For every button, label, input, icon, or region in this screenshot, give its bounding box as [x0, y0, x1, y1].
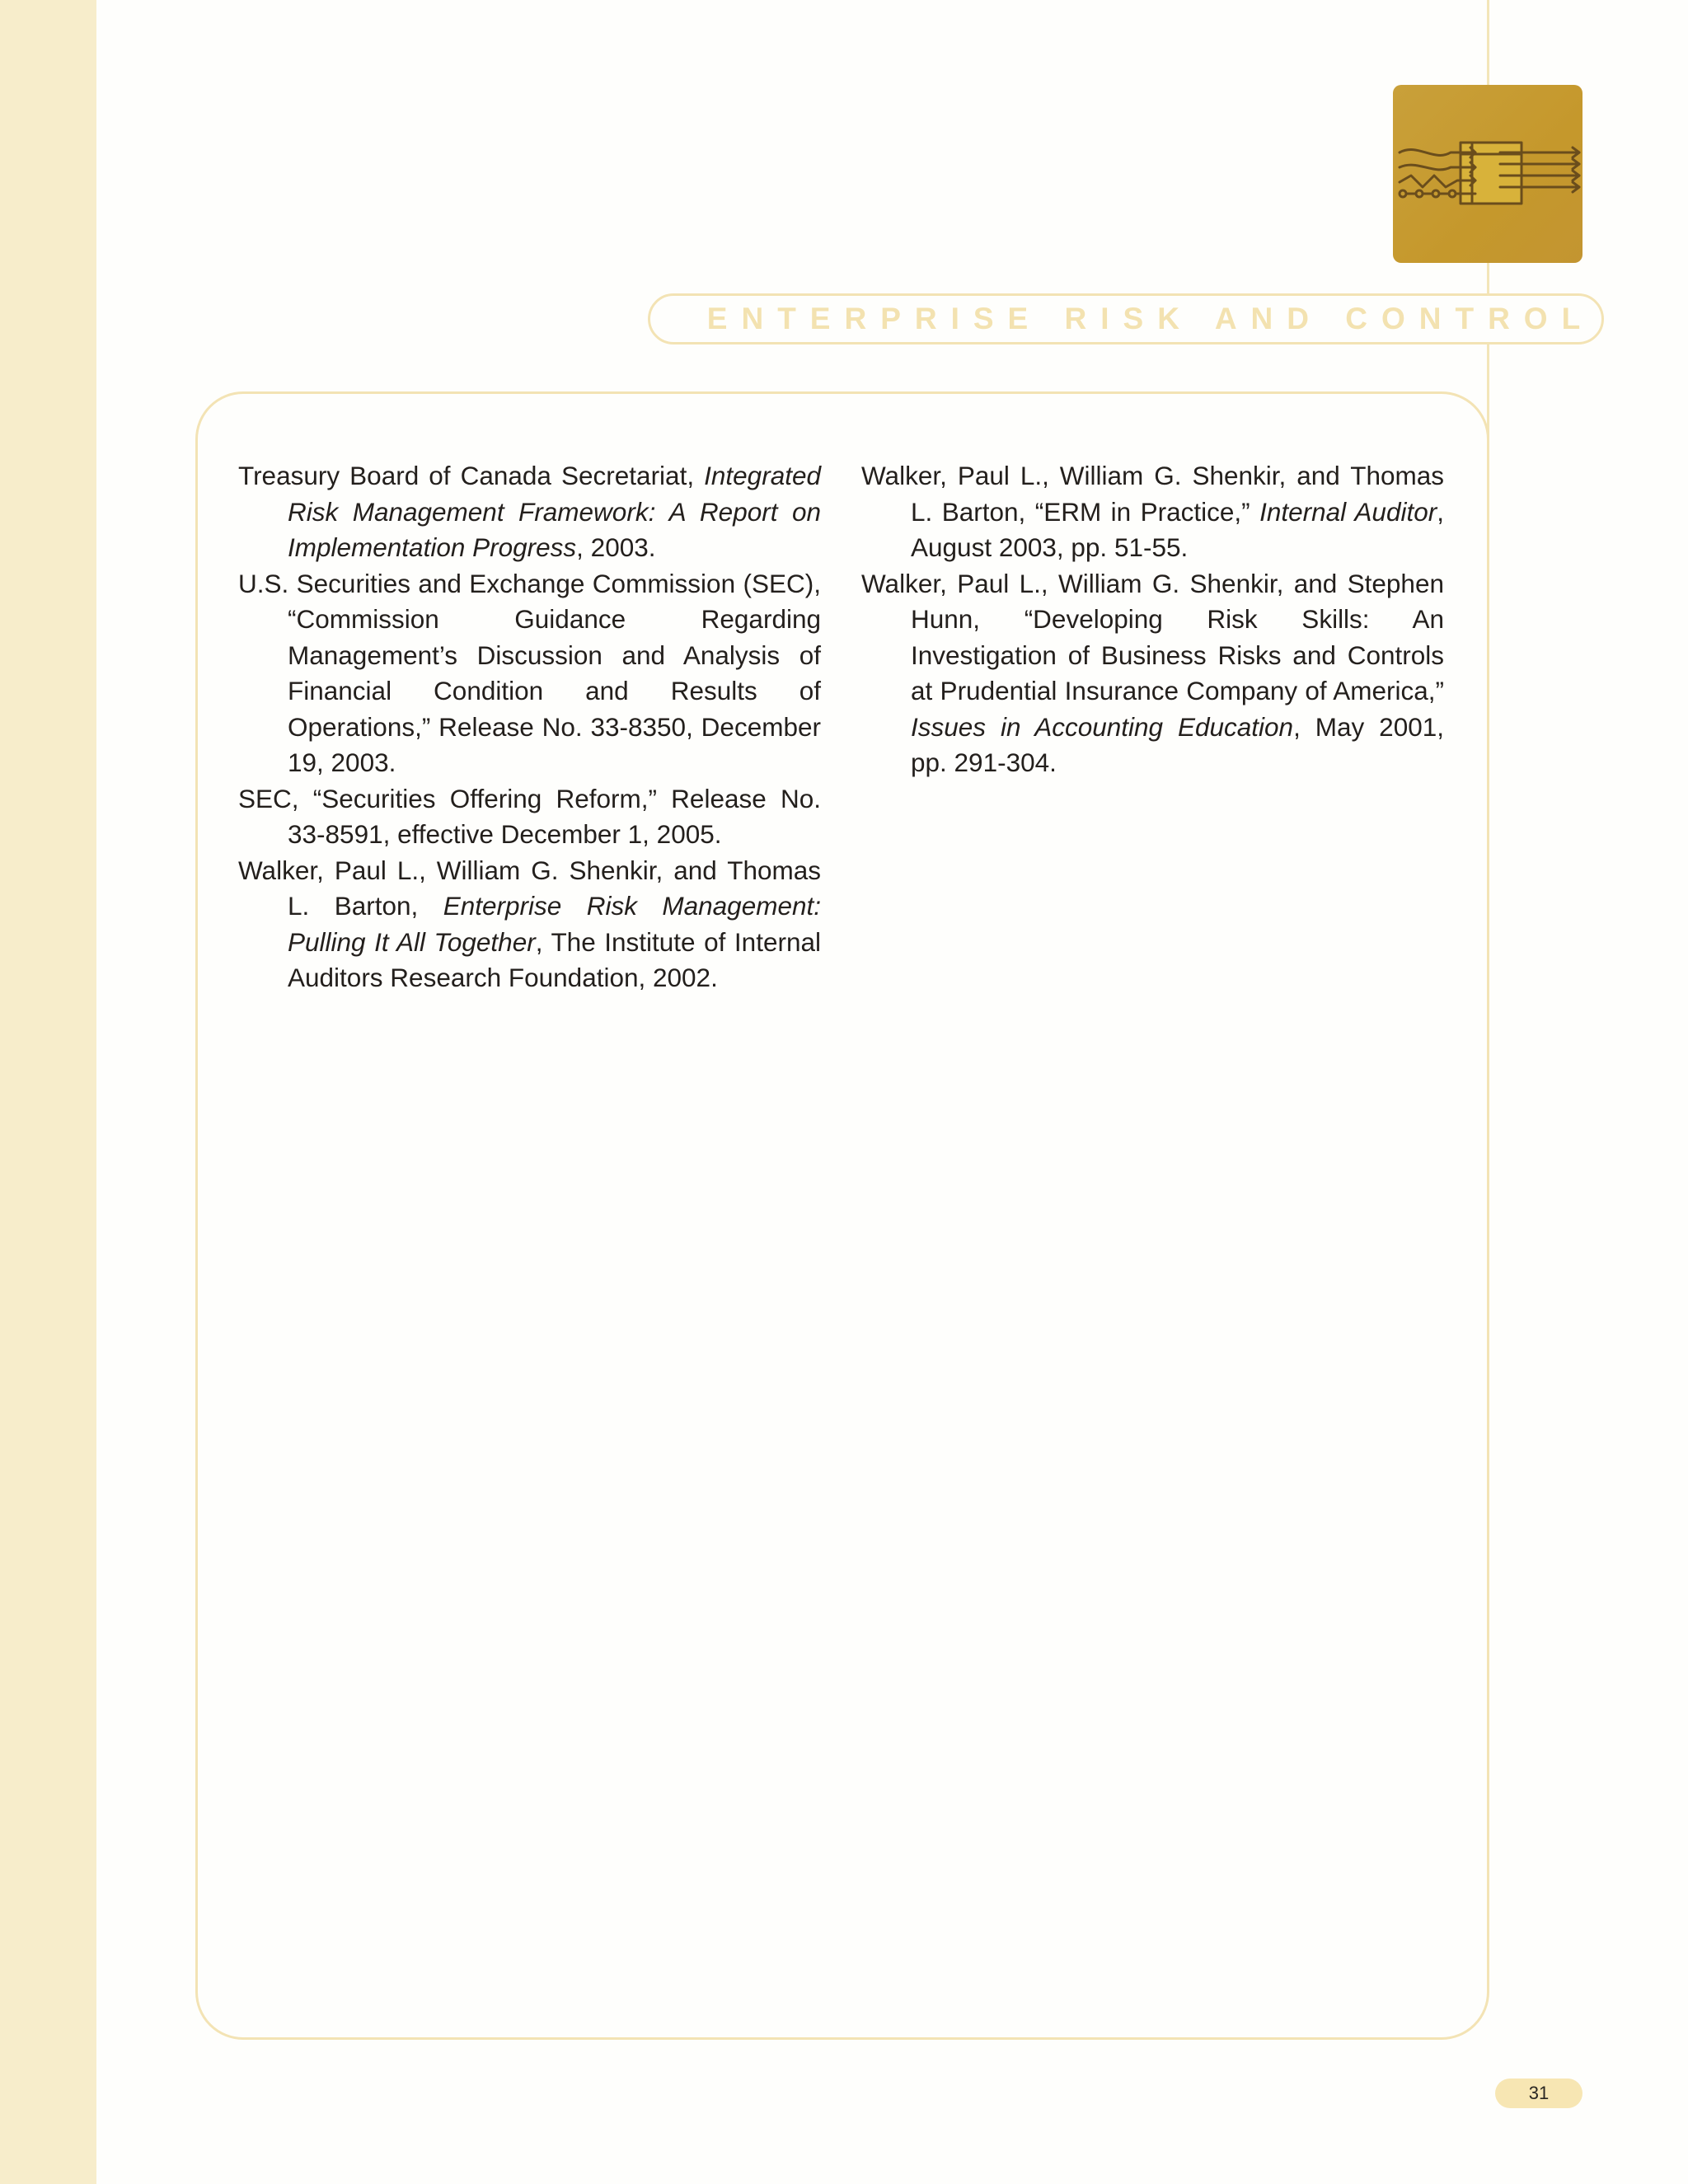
references-column-right — [861, 458, 1444, 781]
references-column-left — [238, 458, 821, 996]
left-margin-band — [0, 0, 96, 2184]
reference-entry: Treasury Board of Canada Secretariat, Integrated Risk Management Framework: A Report on Implementation Progress, 2003. — [238, 461, 821, 562]
reference-entry: Walker, Paul L., William G. Shenkir, and Thomas L. Barton, “ERM in Practice,” Internal Auditor, August 2003, pp. 51-55. — [861, 461, 1444, 562]
reference-entry: Walker, Paul L., William G. Shenkir, and Stephen Hunn, “Developing Risk Skills: An Investigation of Business Risks and Controls at Prudential Insurance Company of America,” Issues in Accounting Education, May 2001, pp. 291-304. — [861, 568, 1445, 777]
circuit-chip-icon — [1393, 85, 1582, 263]
reference-entry: Walker, Paul L., William G. Shenkir, and Thomas L. Barton, Enterprise Risk Management: Pulling It All Together, The Institute of Internal Auditors Research Foundation, 2002. — [238, 855, 821, 992]
section-title: ENTERPRISE RISK AND CONTROL — [706, 302, 1595, 335]
page-number: 31 — [1495, 2079, 1582, 2108]
reference-entry: U.S. Securities and Exchange Commission (SEC), “Commission Guidance Regarding Management’s Discussion and Analysis of Financial Condition and Results of Operations,” Release No. 33-8350, December 19, 2003. — [238, 568, 821, 777]
reference-entry: SEC, “Securities Offering Reform,” Release No. 33-8591, effective December 1, 2005. — [238, 783, 821, 849]
